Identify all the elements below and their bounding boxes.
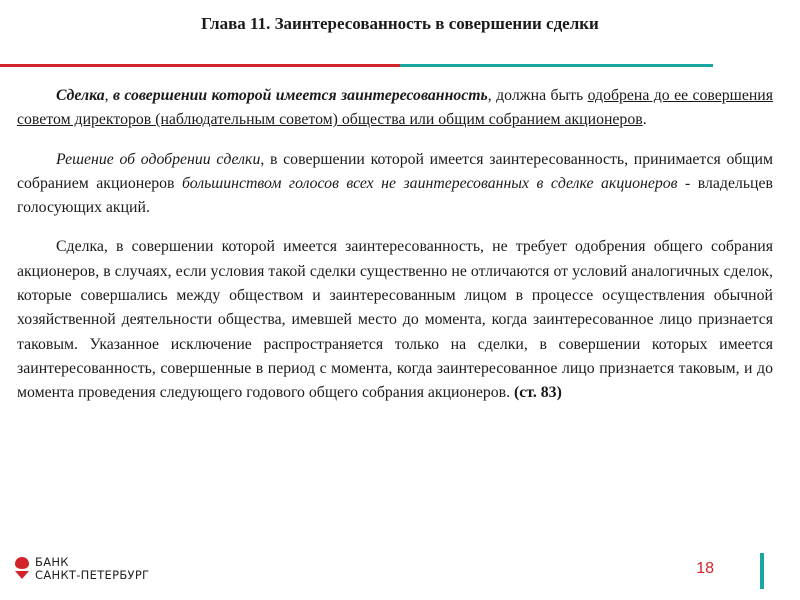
paragraph-2 xyxy=(17,148,773,221)
term-approval-decision: Решение об одобрении сделки xyxy=(56,150,261,168)
logo-line-2: САНКТ-ПЕТЕРБУРГ xyxy=(35,568,150,582)
text-fragment: , должна быть xyxy=(487,87,588,104)
corner-accent-bar xyxy=(760,553,764,589)
text-fragment: , xyxy=(104,87,113,104)
term-deal: Сделка xyxy=(56,87,105,104)
bank-logo-text xyxy=(35,556,149,582)
text-fragment: Сделка, в совершении которой имеется заинтересованность, не требует одобрения общего собрания акционеров, в случаях, если условия такой сделки существенно не отличаются от условий аналогичных сделок, которые совершались между обществом и заинтересованным лицом в процессе осуществления обычной хозяйственной деятельности общества, имевшей место до момента, когда заинтересованное лицо признается таковым. Указанное исключение распространяется только на сделки, в совершении которых имеется заинтересованность, совершенные в период с момента, когда заинтересованное лицо признается таковым, и до момента проведения следующего годового общего собрания акционеров. xyxy=(17,238,773,402)
slide-content xyxy=(17,84,773,421)
page-number: 18 xyxy=(696,560,714,577)
term-interest: в совершении которой имеется заинтересованность xyxy=(112,87,488,104)
slide-title: Глава 11. Заинтересованность в совершении сделки xyxy=(201,14,599,33)
term-majority: большинством голосов всех не заинтересованных в сделке акционеров xyxy=(181,174,678,192)
article-reference: (ст. 83) xyxy=(514,384,562,402)
text-fragment: - владельцев голосующих акций. xyxy=(17,174,773,217)
text-fragment: . xyxy=(642,111,647,129)
text-fragment: , в совершении которой имеется заинтересованность, принимается общим собранием акционеров xyxy=(17,150,773,192)
underlined-approval: одобрена до ее совершения советом директоров (наблюдательным советом) общества или общим собранием акционеров xyxy=(17,87,774,129)
logo-line-1: БАНК xyxy=(35,555,69,569)
bank-logo-icon xyxy=(13,556,31,580)
paragraph-1 xyxy=(17,84,773,133)
divider-teal xyxy=(400,64,713,67)
paragraph-3 xyxy=(17,235,773,405)
divider-red xyxy=(0,64,400,67)
